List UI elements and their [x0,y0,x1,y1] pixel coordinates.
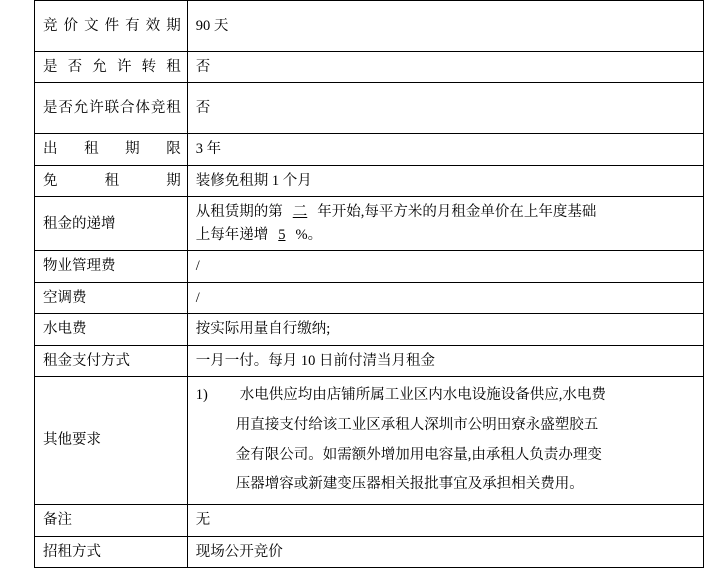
row-value-cell [187,134,703,165]
row-label: 租金支付方式 [43,352,130,369]
table-row [35,197,704,251]
table-row [35,345,704,376]
row-label: 出租期限 [43,141,181,158]
row-value-cell [187,536,703,567]
row-label-cell [35,197,188,251]
table-row [35,536,704,567]
row-value-cell [187,1,703,52]
table-row [35,377,704,505]
row-value: 3 年 [195,141,222,158]
row-label-cell [35,165,188,196]
list-item [196,381,697,411]
row-value: / [195,289,200,306]
table-row [35,251,704,282]
row-label-cell [35,314,188,345]
lease-terms-table [34,0,704,568]
row-label: 其他要求 [43,432,101,449]
list-line-1: 水电供应均由店铺所属工业区内水电设施设备供应,水电费 [239,387,606,404]
row-label-cell [35,83,188,134]
row-label: 竞价文件有效期 [43,17,181,34]
row-label: 备注 [43,512,72,529]
row-label-cell [35,251,188,282]
row-label-cell [35,282,188,313]
other-requirements-list [196,381,697,500]
list-line-2: 用直接支付给该工业区承租人深圳市公明田寮永盛塑胶五 [235,416,599,433]
table-row [35,314,704,345]
table-row [35,83,704,134]
row-value-cell [187,282,703,313]
row-label: 物业管理费 [43,258,116,275]
row-value: 否 [195,59,211,75]
row-label: 空调费 [43,289,87,306]
escalation-text-part4: %。 [295,226,323,243]
row-label: 租金的递增 [43,215,116,232]
row-label-cell [35,52,188,83]
list-line-3: 金有限公司。如需额外增加用电容量,由承租人负责办理变 [235,446,602,463]
row-label-cell [35,1,188,52]
escalation-percent-blank: 5 [278,226,286,243]
table-row [35,505,704,536]
row-value-cell [187,52,703,83]
row-value-cell [187,251,703,282]
escalation-text-part1: 从租赁期的第 [195,204,283,221]
escalation-text-part3: 上每年递增 [195,226,269,243]
row-value: 现场公开竞价 [195,543,283,560]
table-row [35,52,704,83]
row-label: 招租方式 [43,543,101,560]
row-value: 一月一付。每月 10 日前付清当月租金 [195,352,435,369]
table-row [35,1,704,52]
table-row [35,282,704,313]
table-row [35,134,704,165]
row-value: 90 天 [195,17,229,34]
row-value-cell [187,83,703,134]
row-label-cell [35,536,188,567]
escalation-year-blank: 二 [292,204,308,221]
row-label: 是否允许转租 [43,59,181,75]
row-label-cell [35,345,188,376]
row-value-cell [187,165,703,196]
row-value-cell [187,505,703,536]
row-label: 免租期 [43,172,181,189]
row-label-cell [35,134,188,165]
row-value-cell [187,377,703,505]
row-label: 是否允许联合体竞租 [43,100,181,117]
row-value-cell [187,197,703,251]
row-value-cell [187,314,703,345]
row-label-cell [35,505,188,536]
row-value: 按实际用量自行缴纳; [195,321,331,338]
list-number: 1) [195,387,208,404]
row-label-cell [35,377,188,505]
row-value: 无 [195,512,211,529]
row-label: 水电费 [43,321,87,338]
row-value: 装修免租期 1 个月 [195,172,312,189]
table-row [35,165,704,196]
list-line-4: 压器增容或新建变压器相关报批事宜及承担相关费用。 [235,476,584,493]
row-value: 否 [195,100,211,117]
escalation-text-part2: 年开始,每平方米的月租金单价在上年度基础 [317,204,597,221]
row-value-cell [187,345,703,376]
row-value: / [195,258,200,275]
